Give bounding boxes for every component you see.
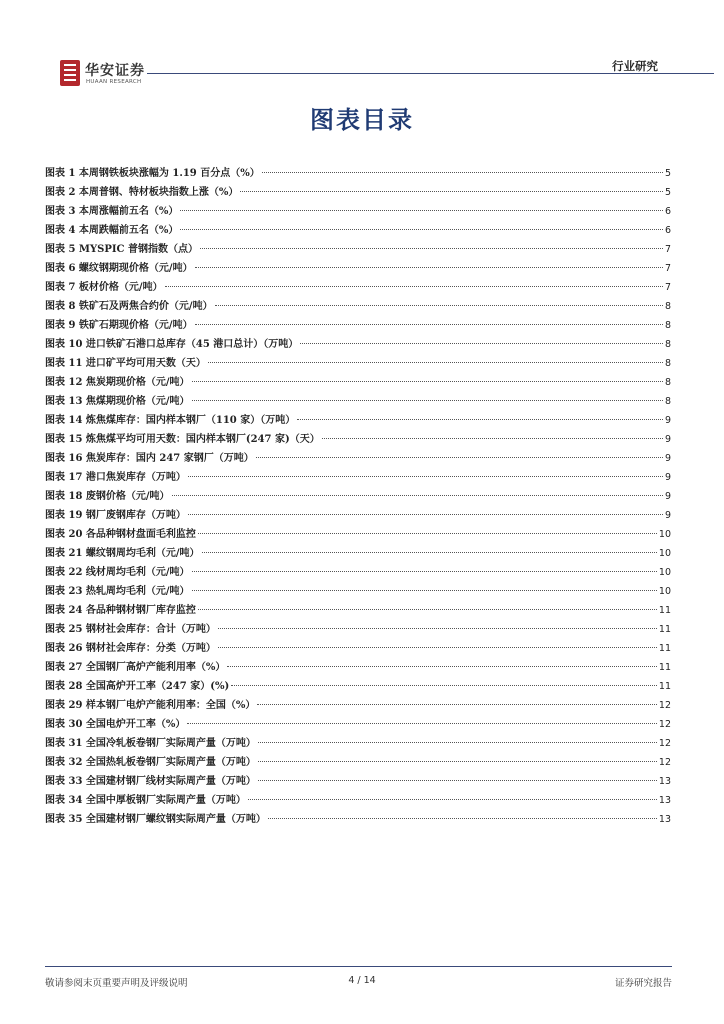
toc-entry[interactable] xyxy=(45,658,671,677)
toc-leader-dots xyxy=(208,362,663,363)
toc-entry[interactable] xyxy=(45,335,671,354)
toc-leader-dots xyxy=(165,286,663,287)
toc-entry-label[interactable]: 图表 22 线材周均毛利（元/吨） xyxy=(45,567,190,578)
toc-entry-page: 5 xyxy=(664,168,671,179)
toc-leader-dots xyxy=(180,229,663,230)
toc-leader-dots xyxy=(240,191,663,192)
toc-leader-dots xyxy=(257,704,657,705)
toc-entry[interactable] xyxy=(45,297,671,316)
toc-leader-dots xyxy=(258,742,657,743)
toc-entry-label[interactable]: 图表 19 钢厂废钢库存（万吨） xyxy=(45,510,186,521)
toc-entry-page: 11 xyxy=(658,624,671,635)
toc-entry[interactable] xyxy=(45,506,671,525)
toc-entry[interactable] xyxy=(45,601,671,620)
toc-entry[interactable] xyxy=(45,810,671,829)
toc-entry-page: 9 xyxy=(664,472,671,483)
toc-leader-dots xyxy=(262,172,663,173)
toc-entry[interactable] xyxy=(45,354,671,373)
toc-entry-label[interactable]: 图表 35 全国建材钢厂螺纹钢实际周产量（万吨） xyxy=(45,814,266,825)
toc-entry-label[interactable]: 图表 7 板材价格（元/吨） xyxy=(45,282,163,293)
toc-entry-page: 9 xyxy=(664,415,671,426)
toc-entry[interactable] xyxy=(45,544,671,563)
toc-leader-dots xyxy=(300,343,663,344)
toc-entry-label[interactable]: 图表 31 全国冷轧板卷钢厂实际周产量（万吨） xyxy=(45,738,256,749)
toc-entry-page: 7 xyxy=(664,263,671,274)
toc-leader-dots xyxy=(192,571,657,572)
toc-entry[interactable] xyxy=(45,164,671,183)
toc-entry[interactable] xyxy=(45,753,671,772)
toc-entry-label[interactable]: 图表 1 本周钢铁板块涨幅为 1.19 百分点（%） xyxy=(45,168,260,179)
toc-leader-dots xyxy=(172,495,663,496)
toc-entry-label[interactable]: 图表 16 焦炭库存：国内 247 家钢厂（万吨） xyxy=(45,453,254,464)
toc-leader-dots xyxy=(192,381,663,382)
toc-entry-page: 12 xyxy=(658,738,671,749)
toc-entry-label[interactable]: 图表 32 全国热轧板卷钢厂实际周产量（万吨） xyxy=(45,757,256,768)
toc-entry-page: 9 xyxy=(664,434,671,445)
toc-entry-page: 8 xyxy=(664,396,671,407)
toc-entry-label[interactable]: 图表 6 螺纹钢期现价格（元/吨） xyxy=(45,263,193,274)
toc-entry-page: 8 xyxy=(664,358,671,369)
toc-entry[interactable] xyxy=(45,221,671,240)
toc-entry-page: 9 xyxy=(664,491,671,502)
toc-leader-dots xyxy=(202,552,657,553)
toc-entry[interactable] xyxy=(45,316,671,335)
toc-entry-label[interactable]: 图表 8 铁矿石及两焦合约价（元/吨） xyxy=(45,301,213,312)
logo-subtext: HUAAN RESEARCH xyxy=(86,79,142,85)
toc-entry-label[interactable]: 图表 23 热轧周均毛利（元/吨） xyxy=(45,586,190,597)
toc-leader-dots xyxy=(258,780,657,781)
toc-entry[interactable] xyxy=(45,525,671,544)
toc-entry[interactable] xyxy=(45,677,671,696)
toc-leader-dots xyxy=(218,628,657,629)
toc-leader-dots xyxy=(218,647,657,648)
toc-entry[interactable] xyxy=(45,582,671,601)
toc-leader-dots xyxy=(200,248,663,249)
toc-entry[interactable] xyxy=(45,278,671,297)
toc-leader-dots xyxy=(195,267,663,268)
toc-entry-page: 13 xyxy=(658,795,671,806)
section-label: 行业研究 xyxy=(612,59,658,73)
toc-entry[interactable] xyxy=(45,468,671,487)
toc-entry[interactable] xyxy=(45,430,671,449)
toc-leader-dots xyxy=(188,476,663,477)
page-title: 图表目录 xyxy=(310,105,414,134)
toc-entry-label[interactable]: 图表 11 进口矿平均可用天数（天） xyxy=(45,358,206,369)
toc-leader-dots xyxy=(187,723,657,724)
toc-entry-label[interactable]: 图表 33 全国建材钢厂线材实际周产量（万吨） xyxy=(45,776,256,787)
toc-entry-label[interactable]: 图表 9 铁矿石期现价格（元/吨） xyxy=(45,320,193,331)
toc-entry[interactable] xyxy=(45,734,671,753)
toc-leader-dots xyxy=(231,685,657,686)
page-number: 4 / 14 xyxy=(348,975,376,986)
toc-entry-page: 10 xyxy=(658,586,671,597)
toc-entry[interactable] xyxy=(45,563,671,582)
toc-entry-page: 8 xyxy=(664,320,671,331)
toc-entry-label[interactable]: 图表 29 样本钢厂电炉产能利用率：全国（%） xyxy=(45,700,256,711)
toc-entry-label[interactable]: 图表 17 港口焦炭库存（万吨） xyxy=(45,472,186,483)
toc-leader-dots xyxy=(248,799,657,800)
toc-entry-page: 12 xyxy=(658,700,671,711)
toc-leader-dots xyxy=(188,514,663,515)
toc-entry-page: 13 xyxy=(658,776,671,787)
toc-leader-dots xyxy=(180,210,663,211)
toc-entry[interactable] xyxy=(45,392,671,411)
toc-entry-label[interactable]: 图表 28 全国高炉开工率（247 家）(%) xyxy=(45,681,230,692)
toc-entry-label[interactable]: 图表 18 废钢价格（元/吨） xyxy=(45,491,170,502)
toc-leader-dots xyxy=(192,400,663,401)
toc-entry-page: 13 xyxy=(658,814,671,825)
toc-entry-label[interactable]: 图表 26 钢材社会库存：分类（万吨） xyxy=(45,643,216,654)
toc-entry-label[interactable]: 图表 4 本周跌幅前五名（%） xyxy=(45,225,179,236)
toc-entry-page: 11 xyxy=(658,681,671,692)
toc-entry-label[interactable]: 图表 14 炼焦煤库存：国内样本钢厂（110 家）（万吨） xyxy=(45,415,296,426)
toc-entry-label[interactable]: 图表 21 螺纹钢周均毛利（元/吨） xyxy=(45,548,200,559)
toc-entry[interactable] xyxy=(45,373,671,392)
toc-entry-page: 5 xyxy=(664,187,671,198)
toc-entry-label[interactable]: 图表 13 焦煤期现价格（元/吨） xyxy=(45,396,190,407)
toc-entry-label[interactable]: 图表 34 全国中厚板钢厂实际周产量（万吨） xyxy=(45,795,246,806)
toc-entry-label[interactable]: 图表 5 MYSPIC 普钢指数（点） xyxy=(45,244,198,255)
toc-leader-dots xyxy=(198,533,657,534)
page-header xyxy=(52,58,672,92)
toc-entry[interactable] xyxy=(45,259,671,278)
toc-entry[interactable] xyxy=(45,487,671,506)
toc-leader-dots xyxy=(215,305,663,306)
toc-entry-page: 8 xyxy=(664,301,671,312)
toc-leader-dots xyxy=(322,438,663,439)
toc-entry[interactable] xyxy=(45,791,671,810)
toc-leader-dots xyxy=(227,666,657,667)
toc-entry[interactable] xyxy=(45,449,671,468)
toc-entry-page: 6 xyxy=(664,206,671,217)
toc-entry[interactable] xyxy=(45,639,671,658)
toc-leader-dots xyxy=(198,609,657,610)
toc-entry[interactable] xyxy=(45,183,671,202)
toc-entry-label[interactable]: 图表 10 进口铁矿石港口总库存（45 港口总计）（万吨） xyxy=(45,339,299,350)
toc-entry[interactable] xyxy=(45,411,671,430)
toc-leader-dots xyxy=(256,457,663,458)
footer-report-type: 证券研究报告 xyxy=(614,978,672,989)
logo-text: 华安证券 xyxy=(85,63,145,79)
toc-entry-page: 12 xyxy=(658,757,671,768)
footer-divider xyxy=(45,966,672,967)
toc-leader-dots xyxy=(195,324,663,325)
toc-entry-label[interactable]: 图表 3 本周涨幅前五名（%） xyxy=(45,206,179,217)
table-of-contents xyxy=(45,164,671,829)
toc-entry-label[interactable]: 图表 30 全国电炉开工率（%） xyxy=(45,719,186,730)
toc-entry-label[interactable]: 图表 27 全国钢厂高炉产能利用率（%） xyxy=(45,662,226,673)
toc-leader-dots xyxy=(268,818,657,819)
toc-entry[interactable] xyxy=(45,620,671,639)
toc-entry-page: 9 xyxy=(664,453,671,464)
toc-entry-label[interactable]: 图表 12 焦炭期现价格（元/吨） xyxy=(45,377,190,388)
toc-entry-page: 11 xyxy=(658,662,671,673)
toc-entry-label[interactable]: 图表 25 钢材社会库存：合计（万吨） xyxy=(45,624,216,635)
toc-entry-label[interactable]: 图表 20 各品种钢材盘面毛利监控 xyxy=(45,529,196,540)
toc-entry-page: 9 xyxy=(664,510,671,521)
toc-entry-page: 6 xyxy=(664,225,671,236)
toc-entry[interactable] xyxy=(45,696,671,715)
toc-entry-page: 10 xyxy=(658,548,671,559)
toc-entry-page: 7 xyxy=(664,282,671,293)
toc-entry-page: 7 xyxy=(664,244,671,255)
toc-entry[interactable] xyxy=(45,772,671,791)
toc-leader-dots xyxy=(192,590,657,591)
toc-entry[interactable] xyxy=(45,715,671,734)
toc-entry-page: 10 xyxy=(658,567,671,578)
toc-leader-dots xyxy=(297,419,663,420)
toc-entry-page: 11 xyxy=(658,605,671,616)
toc-entry-label[interactable]: 图表 24 各品种钢材钢厂库存监控 xyxy=(45,605,196,616)
toc-entry[interactable] xyxy=(45,202,671,221)
logo-icon xyxy=(60,60,80,86)
toc-entry[interactable] xyxy=(45,240,671,259)
toc-entry-page: 11 xyxy=(658,643,671,654)
toc-entry-page: 12 xyxy=(658,719,671,730)
footer-disclaimer: 敬请参阅末页重要声明及评级说明 xyxy=(45,978,188,989)
toc-leader-dots xyxy=(258,761,657,762)
toc-entry-label[interactable]: 图表 15 炼焦煤平均可用天数：国内样本钢厂(247 家)（天） xyxy=(45,434,320,445)
toc-entry-page: 10 xyxy=(658,529,671,540)
toc-entry-page: 8 xyxy=(664,339,671,350)
toc-entry-page: 8 xyxy=(664,377,671,388)
toc-entry-label[interactable]: 图表 2 本周普钢、特材板块指数上涨（%） xyxy=(45,187,239,198)
